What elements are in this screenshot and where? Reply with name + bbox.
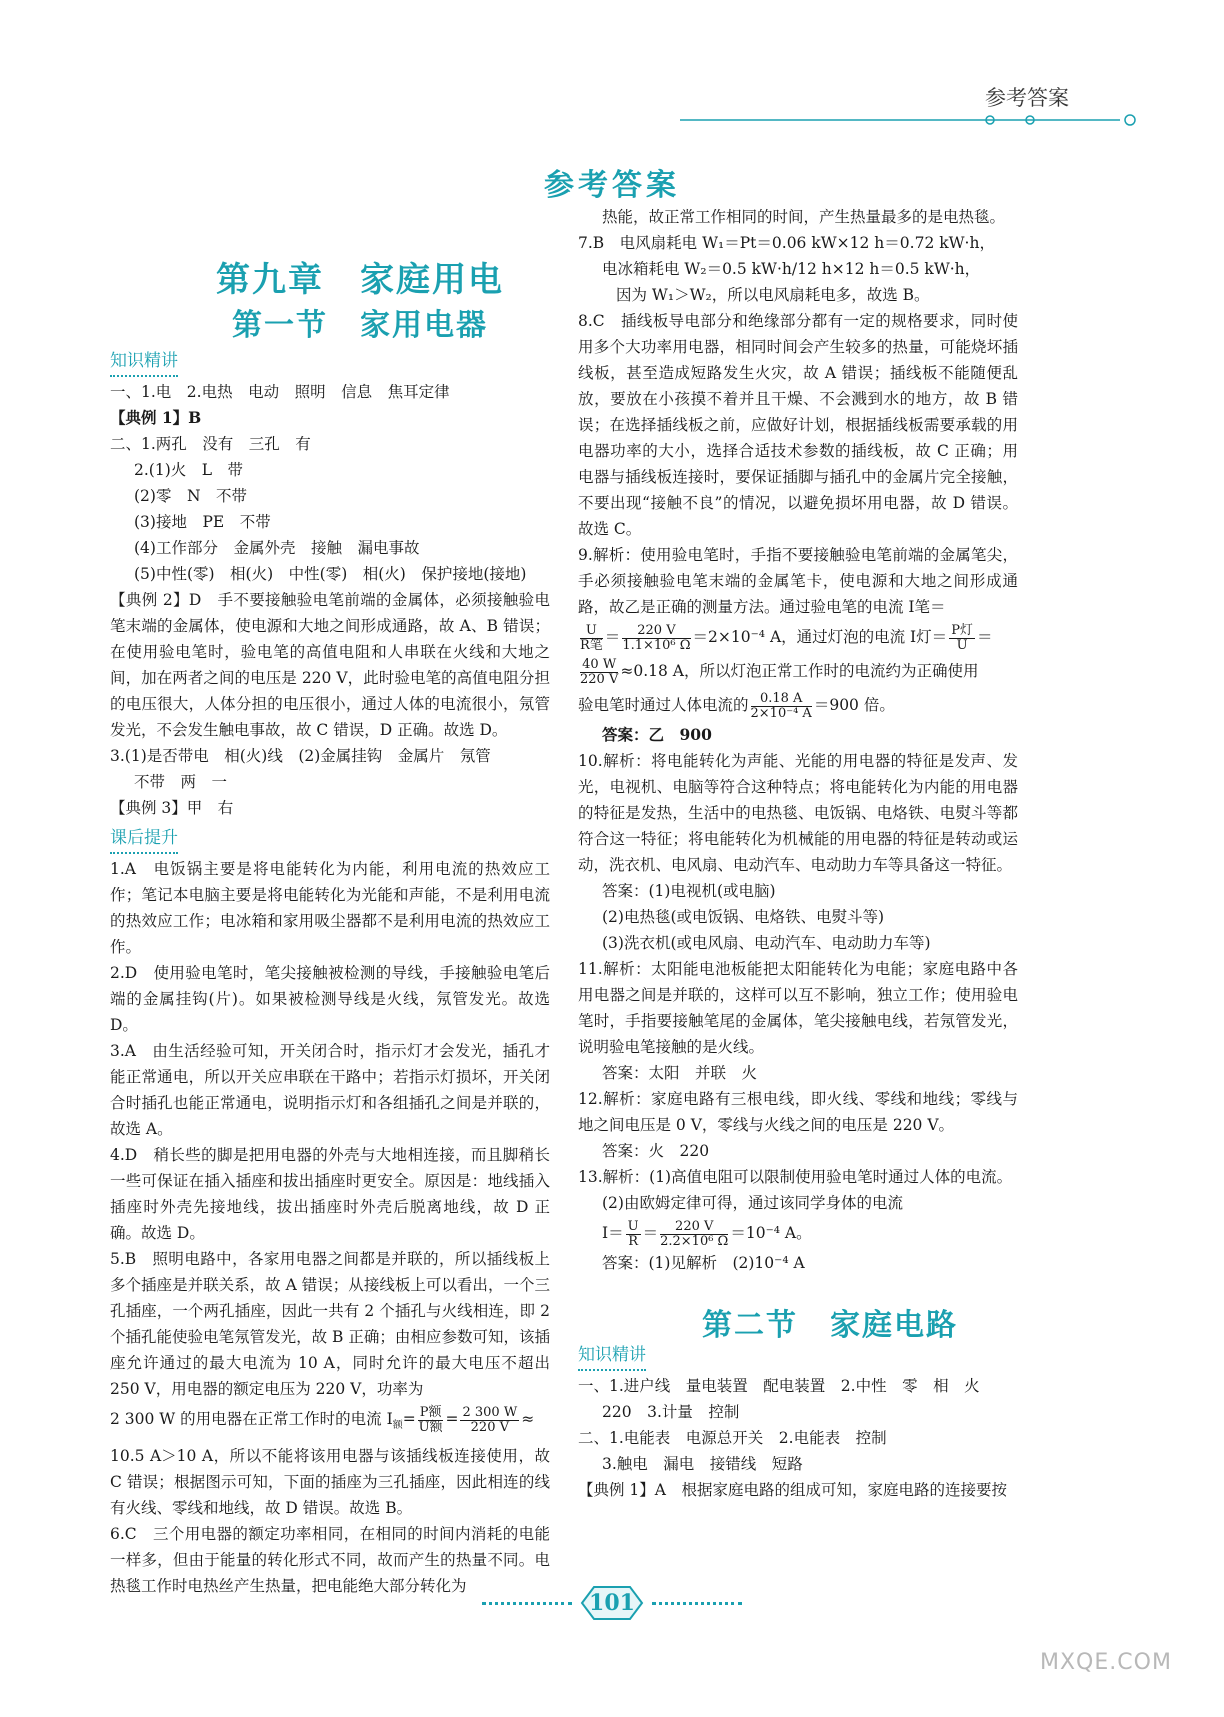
answer-13-result: 答案：(1)见解析 (2)10⁻⁴ A: [602, 1254, 805, 1272]
example-2: 【典例 2】D 手不要接触验电笔前端的金属体，必须接触验电笔末端的金属体，使电源和大地之间形成通路，故 A、B 错误；在使用验电笔时，验电笔的高值电阻和人串联在火线和大地之间，加在两者之间的电压是 220 V，此时验电笔的高值电阻分担的电压很大，人体分担的电压很小，通过人体的电流很小，氖管发光，不会发生触电事故，故 C 错误，D 正确。故选 D。: [110, 591, 550, 739]
answer-9a: 9.解析：使用验电笔时，手指不要接触验电笔前端的金属笔尖，手必须接触验电笔末端的金属笔卡，使电源和大地之间形成通路，故乙是正确的测量方法。通过验电笔的电流 I笔＝: [578, 546, 1018, 616]
tag-knowledge-2: 知识精讲: [578, 1342, 646, 1371]
answer-2: 2.D 使用验电笔时，笔尖接触被检测的导线，手接触验电笔后端的金属挂钩(片)。如果被检测导线是火线，氖管发光。故选 D。: [110, 964, 550, 1034]
answer-5a: 5.B 照明电路中，各家用电器之间都是并联的，所以插线板上多个插座是并联关系，故 A 错误；从接线板上可以看出，一个三孔插座，一个两孔插座，因此一共有 2 个插孔与火线相连，即 2 个插孔能使验电笔氖管发光，故 B 正确；由相应参数可知，该插座允许通过的最大电流为 10 A，同时允许的最大电压不超出 250 V，用电器的额定电压为 220 V，功率为: [110, 1250, 550, 1398]
text-line: 热能，故正常工作相同的时间，产生热量最多的是电热毯。: [602, 208, 1006, 226]
answer-11-result: 答案：太阳 并联 火: [602, 1064, 758, 1082]
right-column-section2: [578, 1338, 1018, 1503]
fraction: $\frac{0.18 A}{\text{2×10⁻⁴ A}}$: [750, 690, 812, 721]
answer-9-formula: $\frac{U}{\text{R笔}}$ ＝ $\frac{220 V}{\text{1.1×10⁶ Ω}}$ ＝2×10⁻⁴ A，通过灯泡的电流 I灯＝ $\frac{\text{P灯}}{U}$ ＝: [580, 622, 993, 653]
footer-dots-left: [482, 1602, 572, 1605]
chapter-title: 第九章 家庭用电: [216, 260, 504, 300]
fraction: $\frac{220 V}{\text{1.1×10⁶ Ω}}$: [622, 622, 691, 653]
fraction: $\frac{220 V}{\text{2.2×10⁶ Ω}}$: [660, 1218, 729, 1249]
answer-8: 8.C 插线板导电部分和绝缘部分都有一定的规格要求，同时使用多个大功率用电器，相同时间会产生较多的热量，可能烧坏插线板，甚至造成短路发生火灾，故 A 错误；插线板不能随便乱放，要放在小孩摸不着并且干燥、不会溅到水的地方，故 B 错误；在选择插线板之前，应做好计划，根据插线板需要承载的用电器功率的大小，选择合适技术参数的插线板，故 C 正确；用电器与插线板连接时，要保证插脚与插孔中的金属片完全接触，不要出现“接触不良”的情况，以避免损坏用电器，故 D 错误。故选 C。: [578, 312, 1018, 538]
watermark: MXQE.COM: [1040, 1650, 1172, 1675]
example-1: 【典例 1】A 根据家庭电路的组成可知，家庭电路的连接要按: [578, 1481, 1007, 1499]
answer-5-formula: 2 300 W 的用电器在正常工作时的电流 $I_额=$ $\frac{\text{P额}}{\text{U额}}$ = $\frac{2 300 W}{220 V}$ ≈: [110, 1404, 535, 1435]
left-column: [110, 344, 550, 1599]
answer-13: 13.解析：(1)高值电阻可以限制使用验电笔时通过人体的电流。: [578, 1168, 1013, 1186]
text-line: 2.(1)火 L 带: [134, 461, 244, 479]
text-line: 3.触电 漏电 接错线 短路: [602, 1455, 803, 1473]
answer-4: 4.D 稍长些的脚是把用电器的外壳与大地相连接，而且脚稍长一些可保证在插入插座和拔出插座时更安全。原因是：地线插入插座时外壳先接地线，拔出插座时外壳后脱离地线，故 D 正确。故选 D。: [110, 1146, 550, 1242]
answer-10-result: (2)电热毯(或电饭锅、电烙铁、电熨斗等): [602, 908, 885, 926]
answer-9-result: 答案：乙 900: [602, 725, 712, 744]
answer-11: 11.解析：太阳能电池板能把太阳能转化为电能；家庭电路中各用电器之间是并联的，这样可以互不影响，独立工作；使用验电笔时，手指要接触笔尾的金属体，笔尖接触电线，若氖管发光，说明验电笔接触的是火线。: [578, 960, 1018, 1056]
text-line: (2)零 N 不带: [134, 487, 248, 505]
answer-3: 3.A 由生活经验可知，开关闭合时，指示灯才会发光，插孔才能正常通电，所以开关应串联在干路中；若指示灯损坏，开关闭合时插孔也能正常通电，说明指示灯和各组插孔之间是并联的，故选 A。: [110, 1042, 550, 1138]
text-line: 一、1.电 2.电热 电动 照明 信息 焦耳定律: [110, 383, 450, 401]
header-label: 参考答案: [985, 86, 1069, 110]
text-line: (3)接地 PE 不带: [134, 513, 271, 531]
answer-7c: 因为 W₁＞W₂，所以电风扇耗电多，故选 B。: [616, 286, 930, 304]
answer-13-formula: I＝ $\frac{U}{R}$ ＝ $\frac{220 V}{\text{2.2×10⁶ Ω}}$ ＝10⁻⁴ A。: [602, 1218, 812, 1249]
text-line: 一、1.进户线 量电装置 配电装置 2.中性 零 相 火: [578, 1377, 980, 1395]
fraction: $\frac{\text{P额}}{\text{U额}}$: [418, 1404, 443, 1435]
page-title: 参考答案: [544, 168, 680, 203]
answer-5c: 10.5 A＞10 A，所以不能将该用电器与该插线板连接使用，故 C 错误；根据图示可知，下面的插座为三孔插座，因此相连的线有火线、零线和地线，故 D 错误。故选 B。: [110, 1447, 550, 1518]
answer-10-result: 答案：(1)电视机(或电脑): [602, 882, 776, 900]
fraction: $\frac{\text{P灯}}{U}$: [951, 622, 973, 653]
text-line: (5)中性(零) 相(火) 中性(零) 相(火) 保护接地(接地): [134, 565, 527, 583]
text-line: 【典例 3】甲 右: [110, 799, 234, 817]
footer-dots-right: [652, 1602, 742, 1605]
header-decor-line: [680, 113, 1140, 127]
text-line: 不带 两 一: [134, 773, 228, 791]
text-line: 二、1.电能表 电源总开关 2.电能表 控制: [578, 1429, 887, 1447]
tag-knowledge: 知识精讲: [110, 348, 178, 377]
answer-9-formula-2: $\frac{40 W}{220 V}$ ≈0.18 A，所以灯泡正常工作时的电流约为正确使用: [580, 656, 979, 687]
answer-6: 6.C 三个用电器的额定功率相同，在相同的时间内消耗的电能一样多，但由于能量的转化形式不同，故而产生的热量不同。电热毯工作时电热丝产生热量，把电能绝大部分转化为: [110, 1525, 550, 1596]
tag-after: 课后提升: [110, 825, 178, 854]
fraction: $\frac{40 W}{220 V}$: [580, 656, 619, 687]
text-line: 3.(1)是否带电 相(火)线 (2)金属挂钩 金属片 氖管: [110, 747, 491, 765]
text-line: (4)工作部分 金属外壳 接触 漏电事故: [134, 539, 420, 557]
section-title-1: 第一节 家用电器: [232, 308, 488, 343]
answer-9-formula-3: 验电笔时通过人体电流的 $\frac{0.18 A}{\text{2×10⁻⁴ A}}$ ＝900 倍。: [578, 690, 895, 721]
text-line: 【典例 1】B: [110, 408, 202, 427]
answer-12: 12.解析：家庭电路有三根电线，即火线、零线和地线；零线与地之间电压是 0 V，零线与火线之间的电压是 220 V。: [578, 1090, 1018, 1134]
answer-7a: 7.B 电风扇耗电 W₁＝Pt＝0.06 kW×12 h＝0.72 kW·h，: [578, 234, 995, 252]
text-line: 二、1.两孔 没有 三孔 有: [110, 435, 311, 453]
answer-7b: 电冰箱耗电 W₂＝0.5 kW·h/12 h×12 h＝0.5 kW·h，: [602, 260, 981, 278]
fraction: $\frac{U}{\text{R笔}}$: [580, 622, 603, 653]
right-column: [578, 204, 1018, 1276]
fraction: $\frac{2 300 W}{220 V}$: [462, 1404, 518, 1435]
answer-1: 1.A 电饭锅主要是将电能转化为内能，利用电流的热效应工作；笔记本电脑主要是将电能转化为光能和声能，不是利用电流的热效应工作；电冰箱和家用吸尘器都不是利用电流的热效应工作。: [110, 860, 550, 956]
answer-13b: (2)由欧姆定律可得，通过该同学身体的电流: [602, 1194, 903, 1212]
text-line: 220 3.计量 控制: [602, 1403, 740, 1421]
page-number: 101: [589, 1590, 635, 1616]
fraction: $\frac{U}{R}$: [627, 1218, 639, 1249]
answer-10-result: (3)洗衣机(或电风扇、电动汽车、电动助力车等): [602, 934, 931, 952]
section-title-2: 第二节 家庭电路: [702, 1308, 958, 1343]
answer-12-result: 答案：火 220: [602, 1142, 710, 1160]
answer-10: 10.解析：将电能转化为声能、光能的用电器的特征是发声、发光，电视机、电脑等符合这种特点；将电能转化为内能的用电器的特征是发热，生活中的电热毯、电饭锅、电烙铁、电熨斗等都符合这一特征；将电能转化为机械能的用电器的特征是转动或运动，洗衣机、电风扇、电动汽车、电动助力车等具备这一特征。: [578, 752, 1018, 874]
